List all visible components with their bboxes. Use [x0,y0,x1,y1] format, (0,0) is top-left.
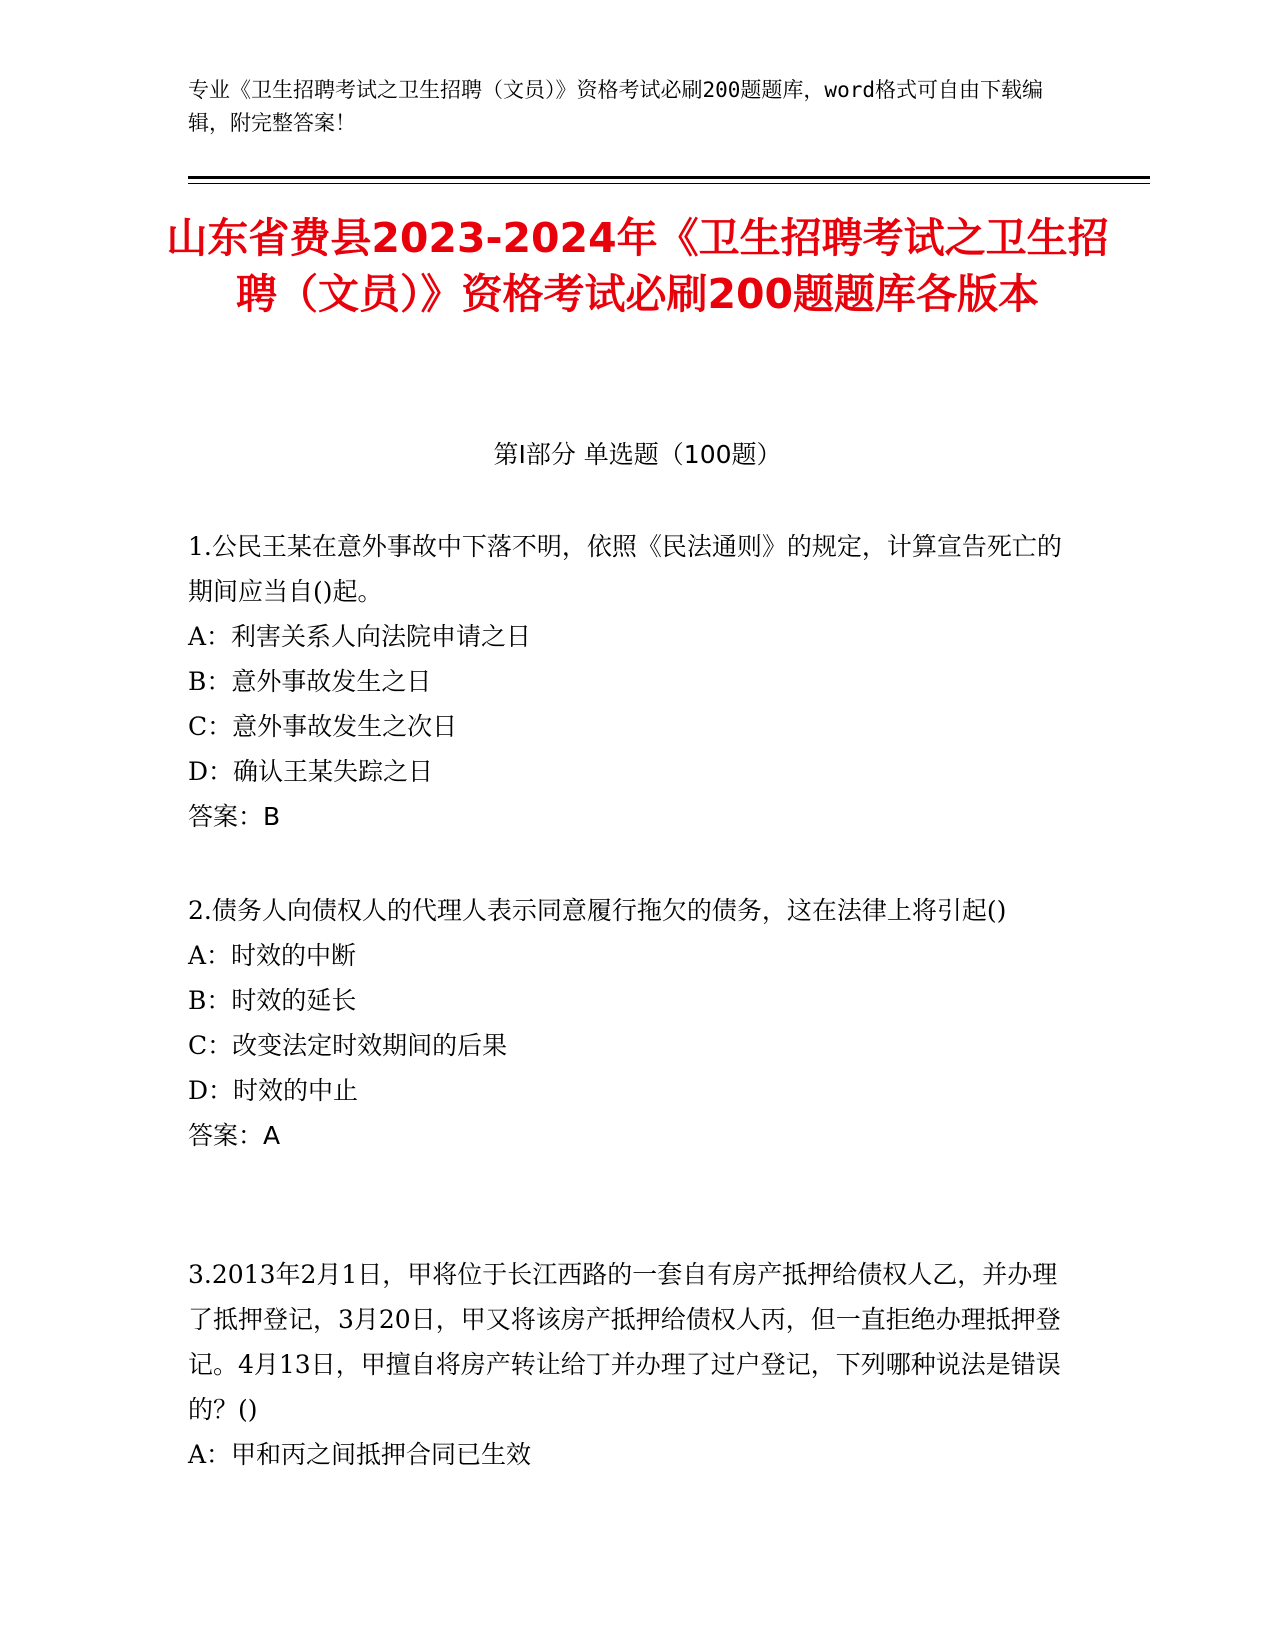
answer: 答案：B [188,802,281,831]
option-b: B：意外事故发生之日 [188,667,432,696]
option-a: A：利害关系人向法院申请之日 [188,622,532,651]
question-text: 2.债务人向债权人的代理人表示同意履行拖欠的债务，这在法律上将引起() [188,896,1007,925]
section-title: 第I部分 单选题（100题） [493,440,782,469]
header-divider-thick [188,176,1150,179]
option-a: A：时效的中断 [188,941,357,970]
option-c: C：改变法定时效期间的后果 [188,1031,508,1060]
header-note: 专业《卫生招聘考试之卫生招聘（文员）》资格考试必刷200题题库，word格式可自由下载编辑，附完整答案！ [188,78,1043,135]
question-2 [188,888,1068,1158]
header-divider-thin [188,183,1150,184]
option-d: D：确认王某失踪之日 [188,757,434,786]
question-3 [188,1252,1068,1477]
question-text: 1.公民王某在意外事故中下落不明，依照《民法通则》的规定，计算宣告死亡的期间应当自()起。 [188,532,1062,606]
option-c: C：意外事故发生之次日 [188,712,458,741]
answer: 答案：A [188,1121,281,1150]
question-text: 3.2013年2月1日，甲将位于长江西路的一套自有房产抵押给债权人乙，并办理了抵押登记，3月20日，甲又将该房产抵押给债权人丙，但一直拒绝办理抵押登记。4月13日，甲擅自将房产转让给丁并办理了过户登记，下列哪种说法是错误的？() [188,1260,1061,1424]
option-a: A：甲和丙之间抵押合同已生效 [188,1440,532,1469]
document-title: 山东省费县2023-2024年《卫生招聘考试之卫生招聘（文员）》资格考试必刷200题题库各版本 [166,214,1109,318]
option-d: D：时效的中止 [188,1076,359,1105]
question-1 [188,524,1068,839]
option-b: B：时效的延长 [188,986,357,1015]
